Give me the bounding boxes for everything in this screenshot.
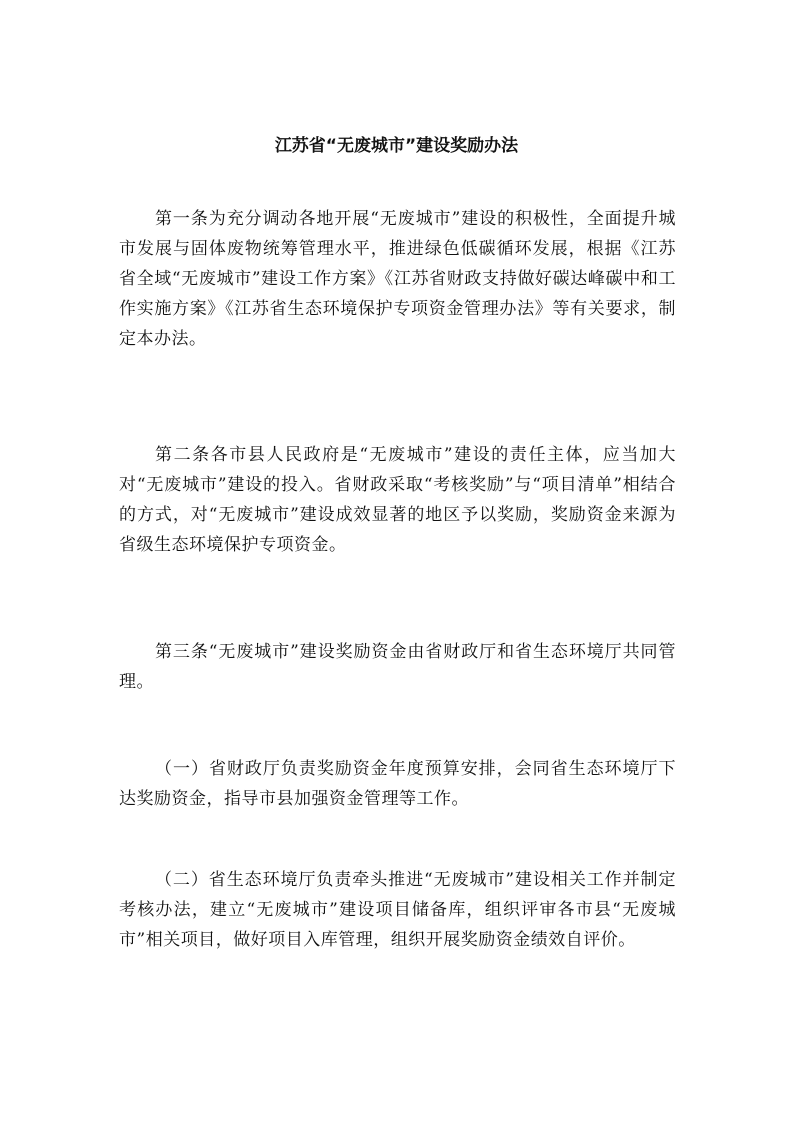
document-title: 江苏省“无废城市”建设奖励办法 <box>274 136 519 156</box>
article-3-item-1-paragraph: （一）省财政厅负责奖励资金年度预算安排，会同省生态环境厅下达奖励资金，指导市县加强资金管理等工作。 <box>119 759 676 809</box>
article-3-paragraph: 第三条“无废城市”建设奖励资金由省财政厅和省生态环境厅共同管理。 <box>119 642 676 692</box>
article-1-paragraph: 第一条为充分调动各地开展“无废城市”建设的积极性，全面提升城市发展与固体废物统筹管理水平，推进绿色低碳循环发展，根据《江苏省全域“无废城市”建设工作方案》《江苏省财政支持做好碳达峰碳中和工作实施方案》《江苏省生态环境保护专项资金管理办法》等有关要求，制定本办法。 <box>119 209 676 349</box>
article-2-paragraph: 第二条各市县人民政府是“无废城市”建设的责任主体，应当加大对“无废城市”建设的投入。省财政采取“考核奖励”与“项目清单”相结合的方式，对“无废城市”建设成效显著的地区予以奖励，奖励资金来源为省级生态环境保护专项资金。 <box>119 445 676 555</box>
article-3-item-2-paragraph: （二）省生态环境厅负责牵头推进“无废城市”建设相关工作并制定考核办法，建立“无废城市”建设项目储备库，组织评审各市县“无废城市”相关项目，做好项目入库管理，组织开展奖励资金绩效自评价。 <box>119 870 676 950</box>
